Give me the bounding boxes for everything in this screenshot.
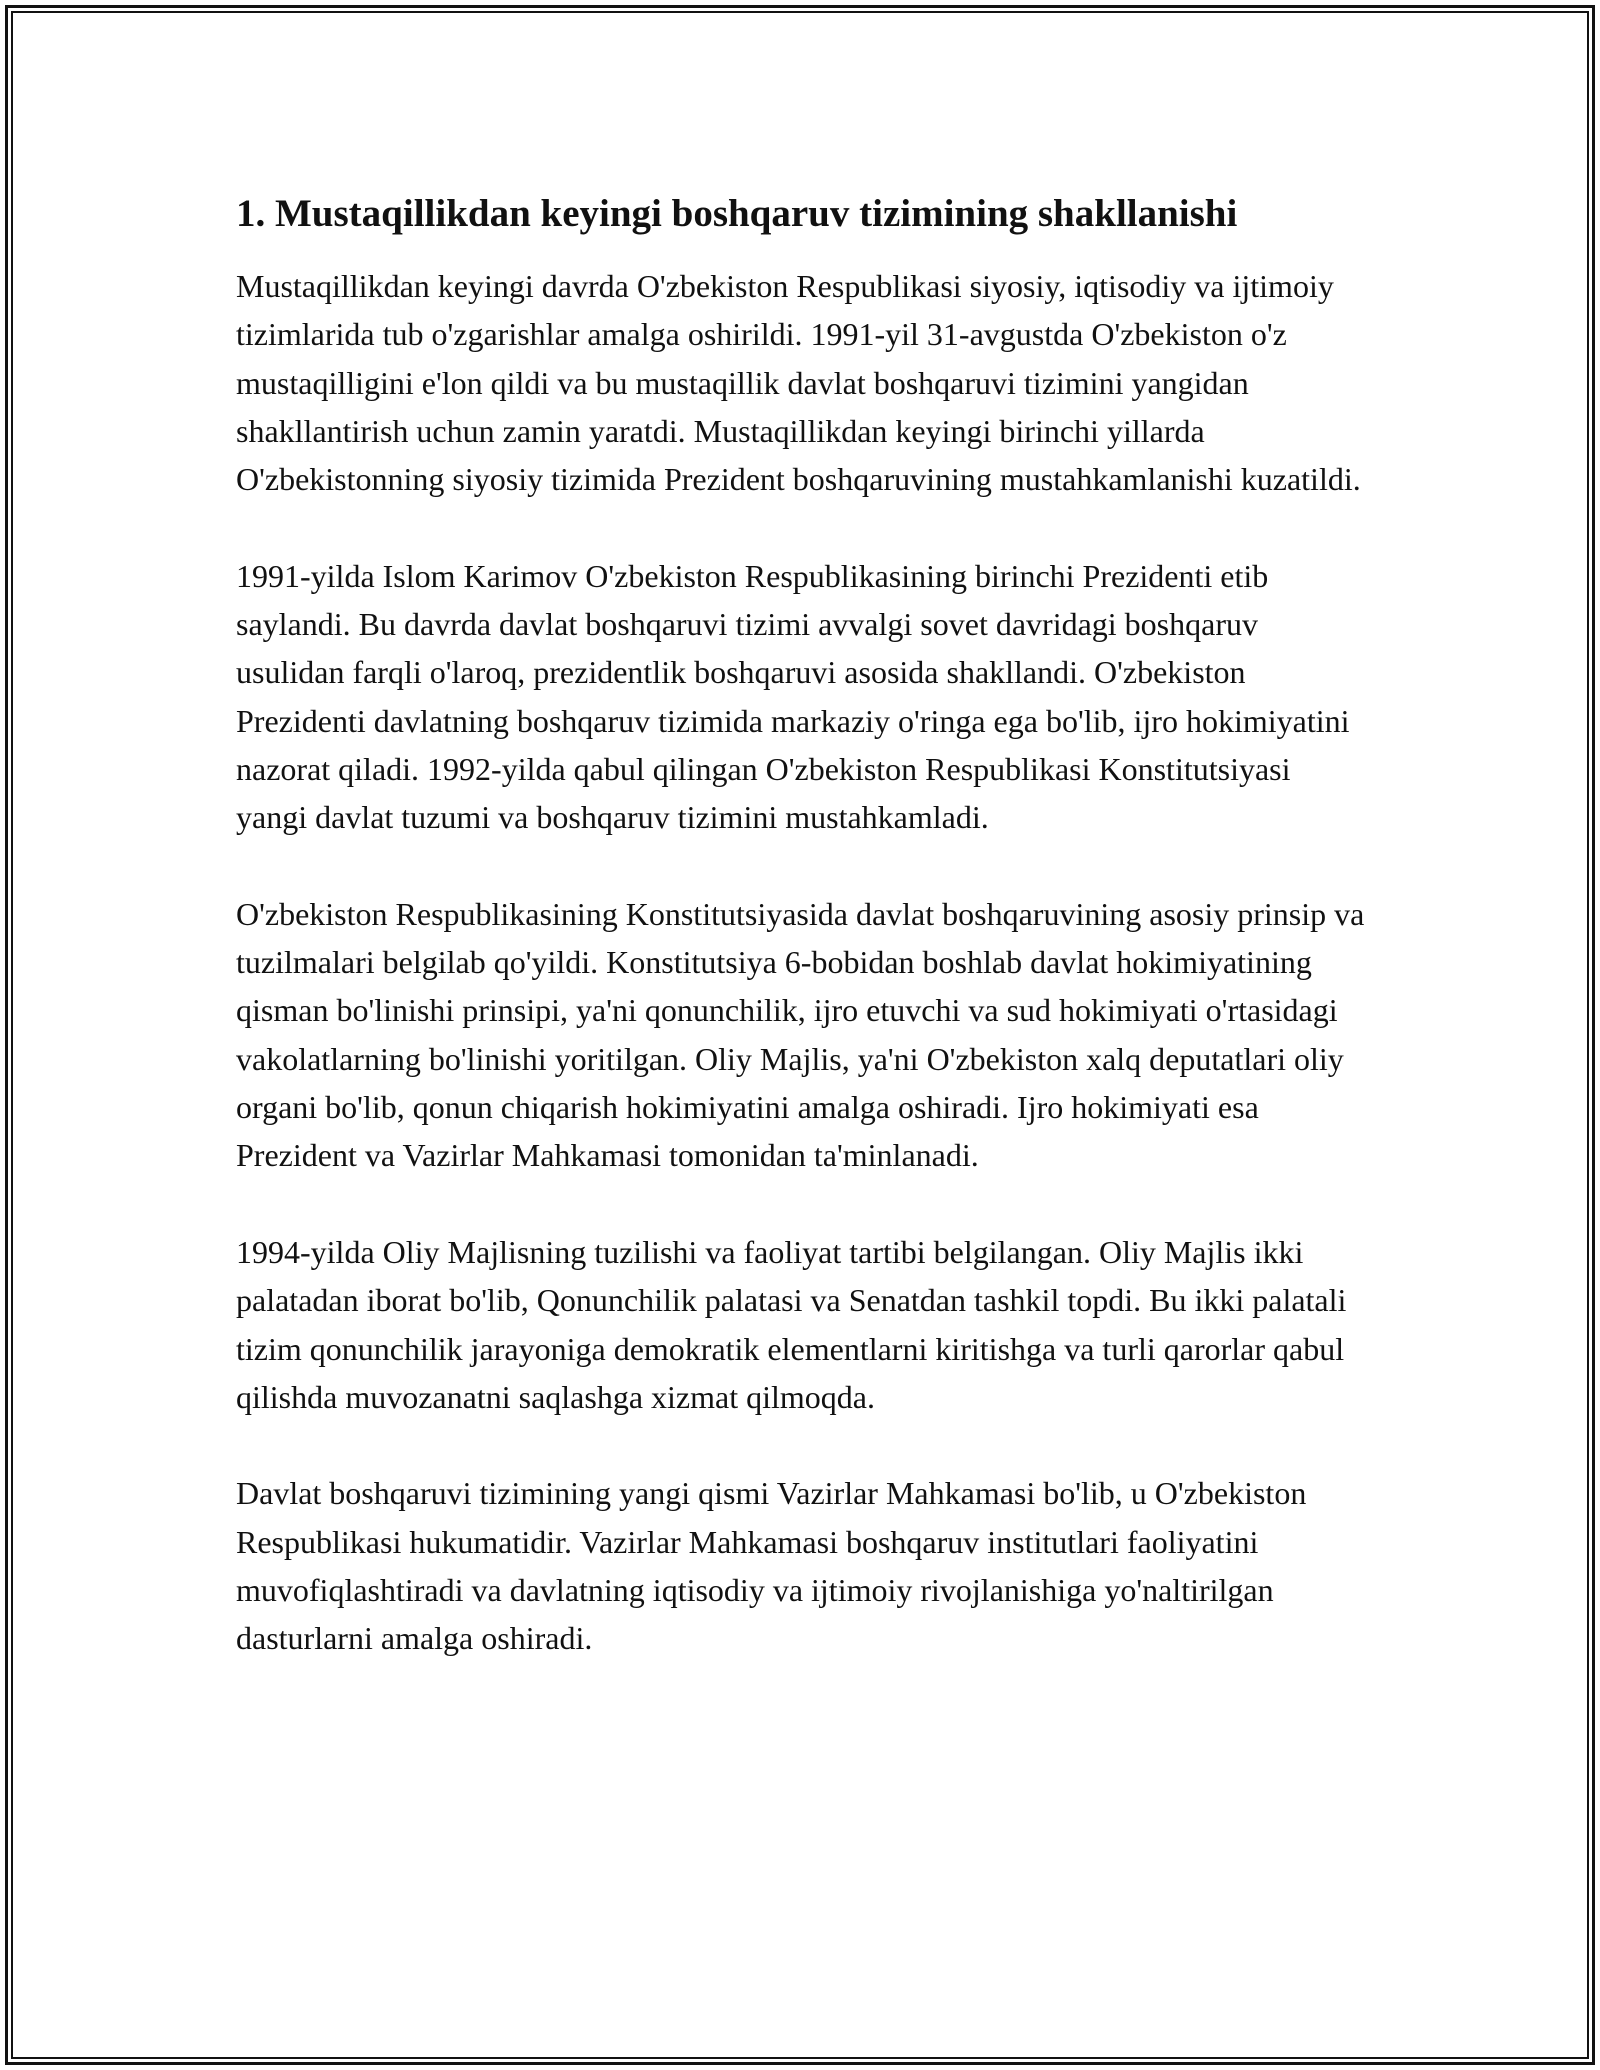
paragraph-4: 1994-yilda Oliy Majlisning tuzilishi va faoliyat tartibi belgilangan. Oliy Majlis ikki palatadan iborat bo'lib, Qonunchilik palatasi va Senatdan tashkil topdi. Bu ikki palatali tizim qonunchilik jarayoniga demokratik elementlarni kiritishga va turli qarorlar qabul qilishda muvozanatni saqlashga xizmat qilmoqda. [236, 1233, 1347, 1415]
document-body [236, 184, 1366, 1663]
paragraph-1: Mustaqillikdan keyingi davrda O'zbekiston Respublikasi siyosiy, iqtisodiy va ijtimoiy tizimlarida tub o'zgarishlar amalga oshirildi. 1991-yil 31-avgustda O'zbekiston o'z mustaqilligini e'lon qildi va bu mustaqillik davlat boshqaruvi tizimini yangidan shakllantirish uchun zamin yaratdi. Mustaqillikdan keyingi birinchi yillarda O'zbekistonning siyosiy tizimida Prezident boshqaruvining mustahkamlanishi kuzatildi. [236, 268, 1361, 498]
page-title: 1. Mustaqillikdan keyingi boshqaruv tizimining shakllanishi [236, 192, 1238, 235]
paragraph-3: O'zbekiston Respublikasining Konstitutsiyasida davlat boshqaruvining asosiy prinsip va tuzilmalari belgilab qo'yildi. Konstitutsiya 6-bobidan boshlab davlat hokimiyatining qisman bo'linishi prinsipi, ya'ni qonunchilik, ijro etuvchi va sud hokimiyati o'rtasidagi vakolatlarning bo'linishi yoritilgan. Oliy Majlis, ya'ni O'zbekiston xalq deputatlari oliy organi bo'lib, qonun chiqarish hokimiyatini amalga oshiradi. Ijro hokimiyati esa Prezident va Vazirlar Mahkamasi tomonidan ta'minlanadi. [236, 895, 1365, 1174]
paragraph-2: 1991-yilda Islom Karimov O'zbekiston Respublikasining birinchi Prezidenti etib saylandi. Bu davrda davlat boshqaruvi tizimi avvalgi sovet davridagi boshqaruv usulidan farqli o'laroq, prezidentlik boshqaruvi asosida shakllandi. O'zbekiston Prezidenti davlatning boshqaruv tizimida markaziy o'ringa ega bo'lib, ijro hokimiyatini nazorat qiladi. 1992-yilda qabul qilingan O'zbekiston Respublikasi Konstitutsiyasi yangi davlat tuzumi va boshqaruv tizimini mustahkamladi. [236, 557, 1350, 836]
paragraph-5: Davlat boshqaruvi tizimining yangi qismi Vazirlar Mahkamasi bo'lib, u O'zbekiston Respublikasi hukumatidir. Vazirlar Mahkamasi boshqaruv institutlari faoliyatini muvofiqlashtiradi va davlatning iqtisodiy va ijtimoiy rivojlanishiga yo'naltirilgan dasturlarni amalga oshiradi. [236, 1475, 1307, 1657]
